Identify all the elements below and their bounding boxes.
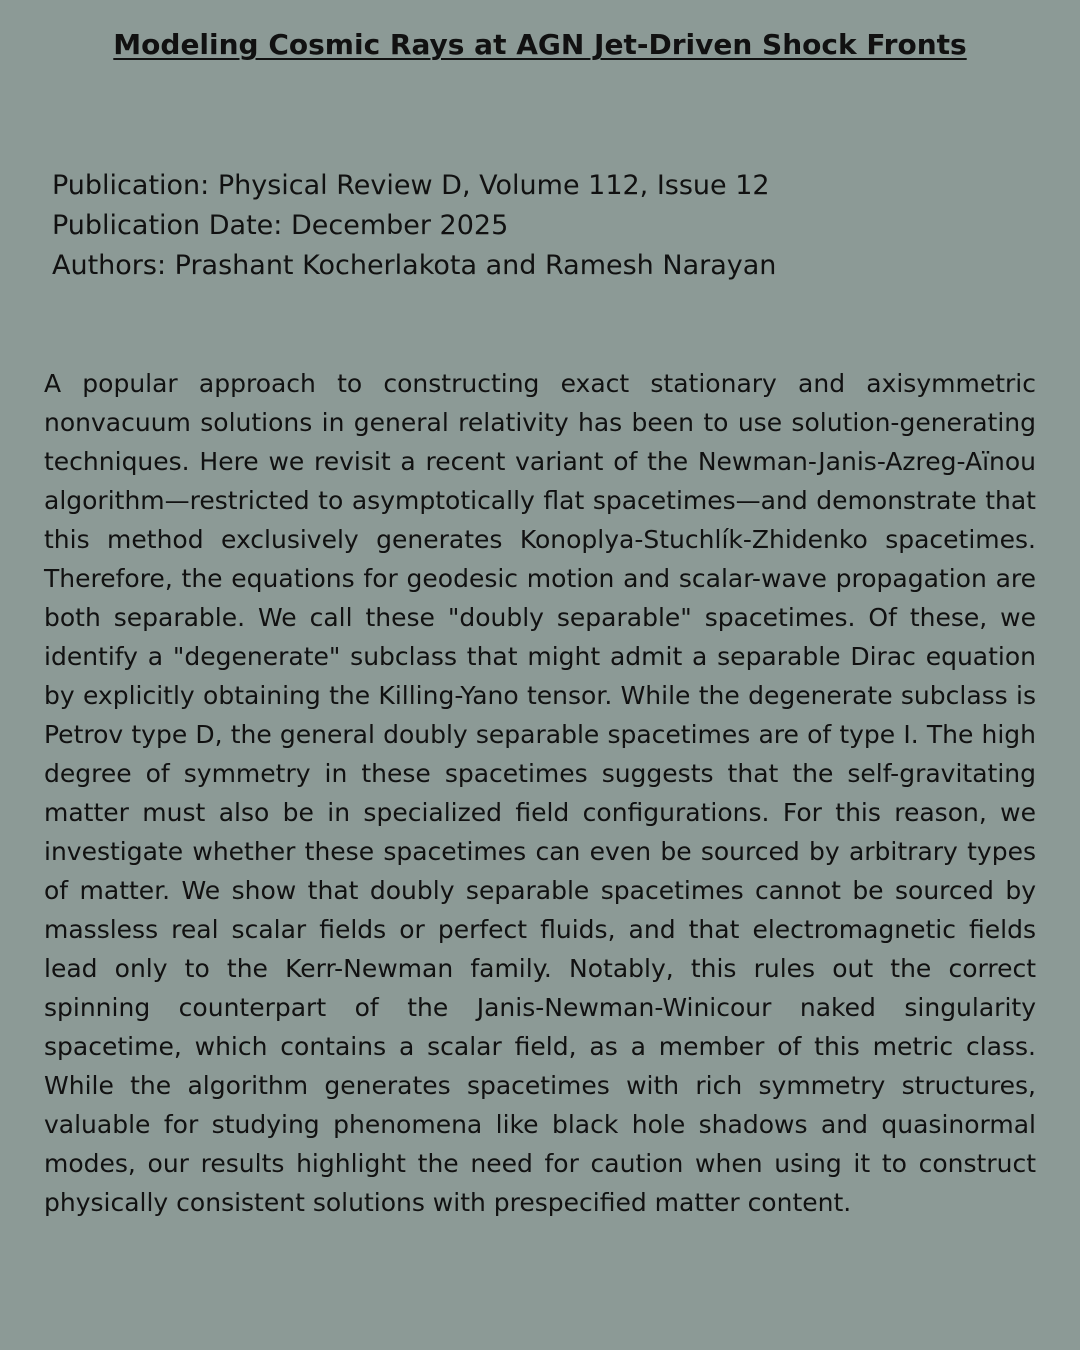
page-title: Modeling Cosmic Rays at AGN Jet-Driven Shock Fronts	[113, 28, 967, 61]
publication-meta	[52, 166, 1032, 286]
authors-line: Authors: Prashant Kocherlakota and Ramesh Narayan	[52, 250, 777, 281]
publication-date-line: Publication Date: December 2025	[52, 210, 509, 241]
publication-line: Publication: Physical Review D, Volume 112, Issue 12	[52, 170, 770, 201]
abstract-text: A popular approach to constructing exact stationary and axisymmetric nonvacuum solutions in general relativity has been to use solution-generating techniques. Here we revisit a recent variant of the Newman-Janis-Azreg-Aïnou algorithm—restricted to asymptotically flat spacetimes—and demonstrate that this method exclusively generates Konoplya-Stuchlík-Zhidenko spacetimes. Therefore, the equations for geodesic motion and scalar-wave propagation are both separable. We call these "doubly separable" spacetimes. Of these, we identify a "degenerate" subclass that might admit a separable Dirac equation by explicitly obtaining the Killing-Yano tensor. While the degenerate subclass is Petrov type D, the general doubly separable spacetimes are of type I. The high degree of symmetry in these spacetimes suggests that the self-gravitating matter must also be in specialized field configurations. For this reason, we investigate whether these spacetimes can even be sourced by arbitrary types of matter. We show that doubly separable spacetimes cannot be sourced by massless real scalar fields or perfect fluids, and that electromagnetic fields lead only to the Kerr-Newman family. Notably, this rules out the correct spinning counterpart of the Janis-Newman-Winicour naked singularity spacetime, which contains a scalar field, as a member of this metric class. While the algorithm generates spacetimes with rich symmetry structures, valuable for studying phenomena like black hole shadows and quasinormal modes, our results highlight the need for caution when using it to construct physically consistent solutions with prespecified matter content.	[44, 369, 1036, 1217]
